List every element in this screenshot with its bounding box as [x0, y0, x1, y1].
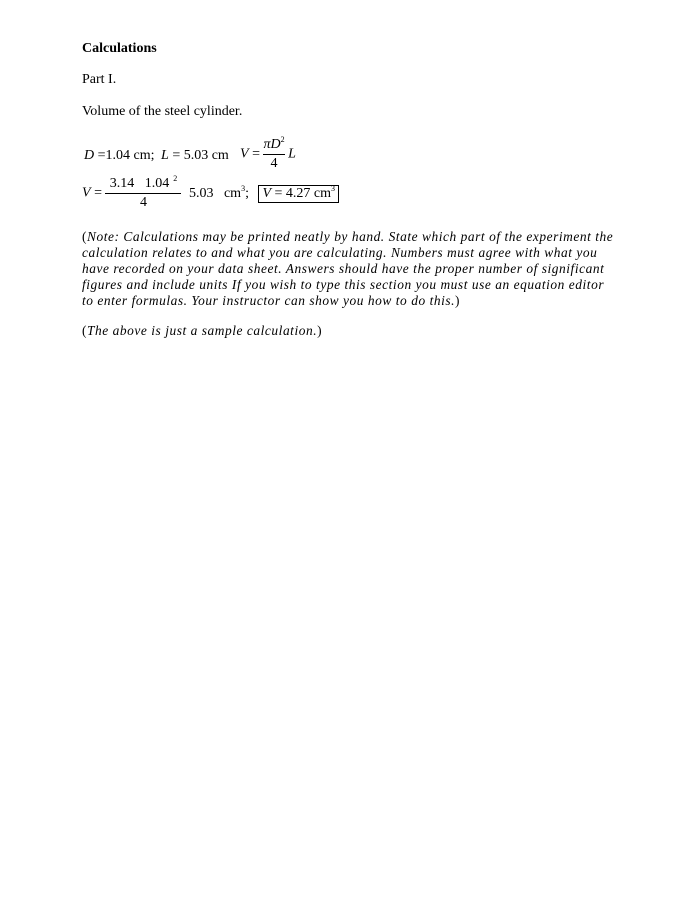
- note-line-2: calculation relates to and what you are calculating. Numbers must agree with what you: [82, 245, 598, 260]
- section-heading: Calculations: [82, 41, 157, 56]
- formula-numerator-exp: 2: [280, 135, 285, 144]
- subtitle: Volume of the steel cylinder.: [82, 104, 243, 119]
- note-line-4: figures and include units If you wish to type this section you must use an equation editor: [82, 277, 605, 292]
- sub-trailing-exp: 3: [241, 183, 246, 193]
- d-value: =1.04 cm;: [97, 148, 155, 163]
- sub-separator: ;: [245, 185, 249, 201]
- part-label: Part I.: [82, 72, 117, 87]
- instructions-note: [82, 229, 622, 309]
- given-values: [84, 148, 229, 164]
- sub-lhs: V: [82, 185, 91, 201]
- sub-numerator: 3.14 1.04: [109, 176, 170, 191]
- result-exp: 3: [331, 183, 336, 193]
- sample-note: [82, 323, 322, 339]
- substitution-equation: [82, 176, 339, 211]
- formula-fraction: [263, 137, 284, 172]
- formula-lhs: V: [240, 146, 249, 162]
- sub-fraction: [105, 176, 181, 211]
- sample-open-paren: (: [82, 323, 88, 338]
- note-line-1: Note: Calculations may be printed neatly by hand. State which part of the experiment the: [87, 229, 614, 244]
- note-line-5: to enter formulas. Your instructor can show you how to do this.: [82, 293, 456, 308]
- result-lhs: V: [262, 185, 272, 201]
- volume-formula: [240, 137, 296, 172]
- sub-numerator-exp: 2: [173, 174, 178, 183]
- formula-numerator: πD: [263, 137, 281, 152]
- sample-text: The above is just a sample calculation.: [87, 323, 318, 338]
- l-value: = 5.03 cm: [172, 148, 229, 163]
- var-d: D: [84, 148, 95, 163]
- result-rhs: = 4.27 cm: [274, 185, 332, 201]
- var-l: L: [161, 148, 169, 163]
- formula-denominator: 4: [270, 156, 278, 171]
- sample-close-paren: ): [317, 323, 323, 338]
- fraction-bar: [263, 154, 284, 155]
- sub-equals: =: [94, 185, 102, 201]
- result-box: [258, 185, 339, 203]
- formula-trailing: L: [288, 146, 296, 162]
- sub-trailing: 5.03 cm: [188, 185, 242, 201]
- note-close-paren: ): [455, 293, 461, 308]
- fraction-bar: [105, 193, 181, 194]
- note-open-paren: (: [82, 229, 88, 244]
- note-line-3: have recorded on your data sheet. Answers should have the proper number of significant: [82, 261, 605, 276]
- formula-equals: =: [252, 146, 260, 162]
- sub-denominator: 4: [139, 195, 147, 210]
